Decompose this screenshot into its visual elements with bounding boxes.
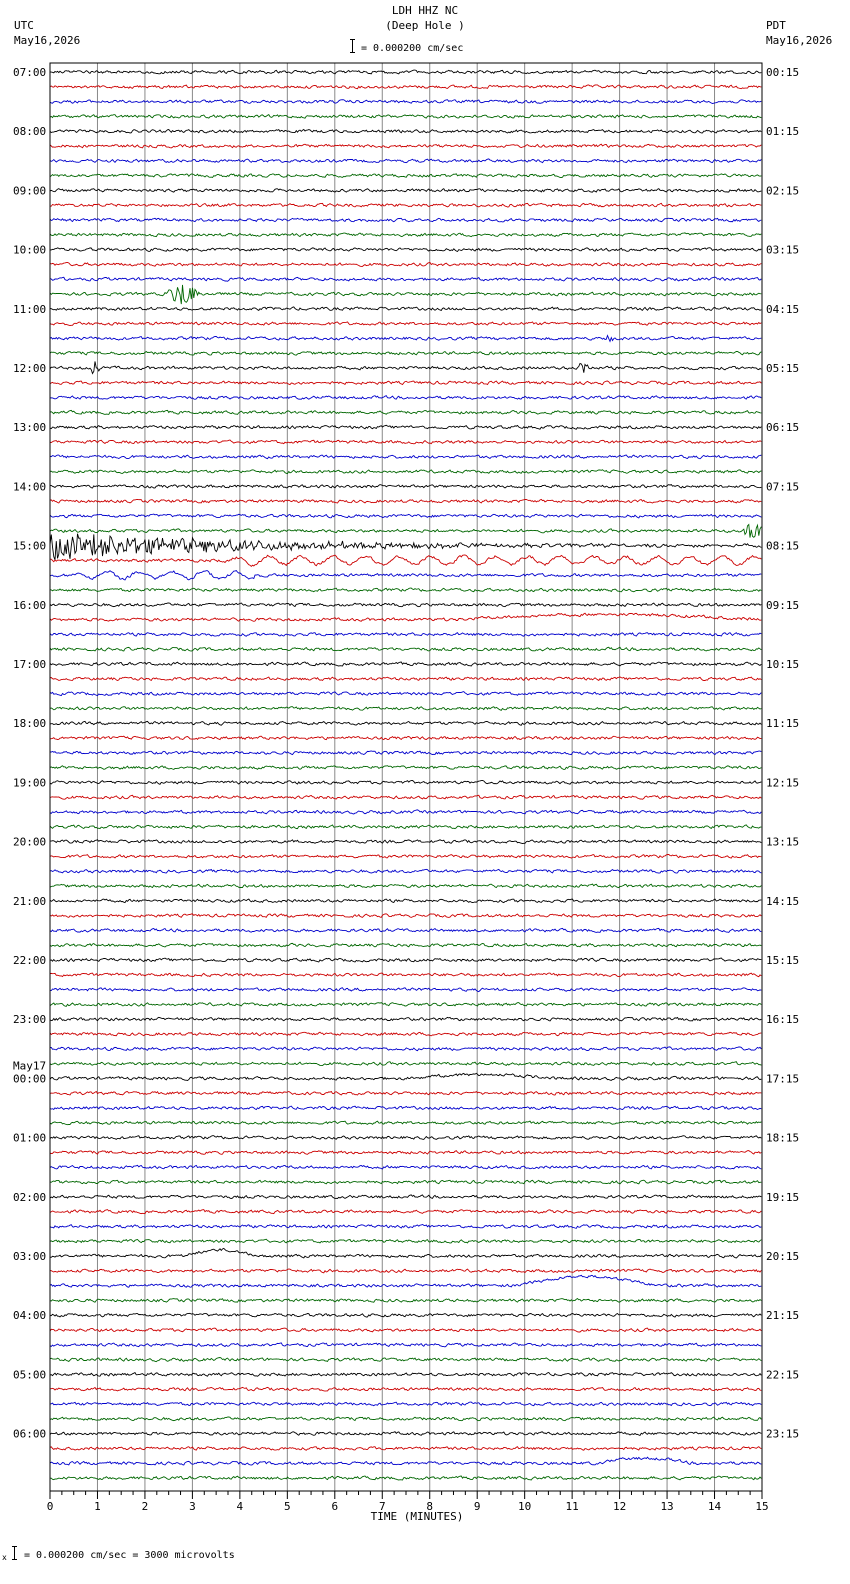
- trace-row: [50, 361, 761, 373]
- trace-row: [50, 1269, 761, 1273]
- pdt-hour-label: 15:15: [766, 954, 800, 967]
- trace-row: [50, 218, 761, 222]
- trace-row: [50, 1017, 761, 1021]
- utc-hour-label: 13:00: [13, 421, 47, 435]
- trace-row: [50, 1299, 761, 1303]
- trace-row: [50, 855, 761, 859]
- grid: [97, 63, 714, 1491]
- trace-row: [50, 336, 761, 342]
- trace-row: [50, 928, 761, 932]
- utc-hour-label: 07:00: [13, 66, 47, 79]
- trace-row: [50, 869, 761, 873]
- trace-row: [50, 1136, 761, 1140]
- trace-row: [50, 440, 761, 444]
- trace-row: [50, 203, 761, 207]
- trace-row: [50, 1032, 761, 1036]
- pdt-hour-label: 12:15: [766, 776, 800, 790]
- pdt-hour-label: 14:15: [766, 894, 800, 908]
- right-date: May16,2026: [766, 34, 833, 47]
- trace-row: [50, 1457, 761, 1465]
- trace-row: [50, 795, 761, 799]
- trace-row: [50, 1313, 761, 1317]
- utc-hour-label: 18:00: [13, 717, 47, 731]
- utc-hour-label: 06:00: [13, 1427, 47, 1441]
- pdt-hour-label: 07:15: [766, 480, 800, 494]
- pdt-hour-label: 02:15: [766, 184, 800, 198]
- traces: [50, 70, 761, 1480]
- trace-row: [50, 525, 761, 538]
- trace-row: [50, 958, 761, 962]
- trace-row: [50, 534, 761, 560]
- trace-row: [50, 1476, 761, 1480]
- trace-row: [50, 1180, 761, 1184]
- trace-row: [50, 248, 761, 252]
- footer-scale-text: = 0.000200 cm/sec = 3000 microvolts: [24, 1550, 235, 1561]
- utc-hour-label: 15:00: [13, 539, 47, 553]
- pdt-hour-label: 01:15: [766, 125, 800, 139]
- plot-frame: [50, 63, 762, 1491]
- trace-row: [50, 1151, 761, 1155]
- trace-row: [50, 721, 761, 725]
- trace-row: [50, 707, 761, 711]
- trace-row: [50, 174, 761, 178]
- station-title: LDH HHZ NC: [391, 4, 459, 17]
- left-date: May16,2026: [14, 34, 81, 47]
- trace-row: [50, 1165, 761, 1169]
- trace-row: [50, 1328, 761, 1332]
- x-tick-label: 7: [378, 1500, 386, 1513]
- trace-row: [50, 766, 761, 770]
- utc-hour-label: 16:00: [13, 598, 47, 612]
- x-tick-label: 6: [331, 1500, 339, 1513]
- utc-hour-label: 10:00: [13, 243, 47, 257]
- pdt-hour-label: 17:15: [766, 1072, 800, 1086]
- pdt-hour-label: 21:15: [766, 1309, 800, 1323]
- pdt-hour-label: 03:15: [766, 243, 800, 257]
- station-location: (Deep Hole ): [385, 19, 465, 32]
- pdt-hour-label: 23:15: [766, 1427, 800, 1441]
- x-tick-label: 1: [94, 1500, 101, 1513]
- trace-row: [50, 1275, 761, 1287]
- trace-row: [50, 233, 761, 237]
- pdt-hour-label: 22:15: [766, 1368, 800, 1382]
- utc-hour-label: 21:00: [13, 894, 47, 908]
- trace-row: [50, 307, 761, 311]
- x-tick-label: 13: [660, 1500, 674, 1513]
- trace-row: [50, 647, 761, 651]
- trace-row: [50, 884, 761, 888]
- utc-hour-label: 20:00: [13, 835, 47, 849]
- pdt-hour-label: 08:15: [766, 539, 800, 553]
- trace-row: [50, 396, 761, 400]
- trace-row: [50, 1447, 761, 1451]
- pdt-hour-label: 20:15: [766, 1250, 800, 1263]
- trace-row: [50, 144, 761, 148]
- pdt-hour-label: 19:15: [766, 1190, 800, 1204]
- trace-row: [50, 1343, 761, 1347]
- trace-row: [50, 115, 761, 119]
- utc-hour-label: 02:00: [13, 1190, 47, 1204]
- trace-row: [50, 410, 761, 414]
- trace-row: [50, 1239, 761, 1243]
- x-tick-label: 4: [236, 1500, 244, 1513]
- trace-row: [50, 1106, 761, 1110]
- utc-hour-label: 19:00: [13, 776, 47, 790]
- trace-row: [50, 1248, 761, 1258]
- trace-row: [50, 736, 761, 739]
- utc-hour-label: 01:00: [13, 1131, 47, 1145]
- x-tick-label: 9: [473, 1500, 481, 1513]
- pdt-hour-label: 11:15: [766, 717, 800, 731]
- utc-hour-label: 03:00: [13, 1250, 47, 1263]
- trace-row: [50, 1210, 761, 1214]
- trace-row: [50, 1432, 761, 1436]
- trace-row: [50, 189, 761, 193]
- trace-row: [50, 159, 761, 163]
- utc-hour-label: 08:00: [13, 125, 47, 139]
- x-tick-label: 14: [707, 1500, 722, 1513]
- utc-hour-label: 00:00: [13, 1072, 47, 1086]
- x-tick-label: 2: [141, 1500, 149, 1513]
- x-tick-label: 8: [426, 1500, 434, 1513]
- trace-row: [50, 571, 761, 580]
- trace-row: [50, 943, 761, 947]
- trace-row: [50, 85, 761, 89]
- utc-hour-label: 12:00: [13, 362, 47, 375]
- pdt-hour-label: 16:15: [766, 1013, 800, 1027]
- trace-row: [50, 899, 761, 903]
- trace-row: [50, 455, 761, 459]
- trace-row: [50, 1402, 761, 1406]
- trace-row: [50, 100, 761, 104]
- trace-row: [50, 840, 761, 844]
- trace-row: [50, 322, 761, 326]
- trace-row: [50, 351, 761, 355]
- trace-row: [50, 1091, 761, 1095]
- trace-row: [50, 425, 761, 429]
- trace-row: [50, 1047, 761, 1051]
- trace-row: [50, 1073, 761, 1080]
- utc-hour-label: 23:00: [13, 1013, 47, 1027]
- trace-row: [50, 1225, 761, 1229]
- trace-row: [50, 485, 761, 488]
- pdt-hour-label: 18:15: [766, 1131, 800, 1145]
- trace-row: [50, 662, 761, 666]
- trace-row: [50, 603, 761, 607]
- left-timezone: UTC: [14, 19, 34, 32]
- trace-row: [50, 751, 761, 755]
- trace-row: [50, 1121, 761, 1125]
- trace-row: [50, 277, 761, 281]
- trace-row: [50, 1003, 761, 1007]
- x-tick-label: 11: [565, 1500, 579, 1513]
- trace-row: [50, 677, 761, 681]
- trace-row: [50, 1373, 761, 1377]
- trace-row: [50, 1358, 761, 1362]
- utc-hour-label: 22:00: [13, 954, 47, 967]
- pdt-hour-label: 05:15: [766, 362, 800, 375]
- trace-row: [50, 613, 761, 621]
- utc-hour-label: 17:00: [13, 658, 47, 671]
- pdt-hour-label: 04:15: [766, 302, 800, 316]
- x-tick-label: 5: [284, 1500, 291, 1513]
- trace-row: [50, 514, 761, 518]
- pdt-hour-label: 13:15: [766, 835, 800, 849]
- trace-row: [50, 810, 761, 814]
- trace-row: [50, 825, 761, 829]
- x-tick-label: 10: [518, 1500, 532, 1513]
- trace-row: [50, 588, 761, 592]
- trace-row: [50, 781, 761, 785]
- utc-hour-label: 09:00: [13, 184, 47, 198]
- trace-row: [50, 1062, 761, 1066]
- trace-row: [50, 499, 761, 503]
- x-tick-label: 3: [189, 1500, 196, 1513]
- x-axis-label: TIME (MINUTES): [370, 1510, 464, 1523]
- trace-row: [50, 973, 761, 977]
- trace-row: [50, 1417, 761, 1421]
- x-tick-label: 12: [612, 1500, 627, 1513]
- footer-scale-bar-icon: [14, 1546, 15, 1560]
- trace-row: [50, 285, 761, 304]
- trace-row: [50, 1387, 761, 1391]
- utc-hour-label: 05:00: [13, 1368, 47, 1382]
- trace-row: [50, 1195, 761, 1199]
- trace-row: [50, 263, 761, 267]
- pdt-hour-label: 06:15: [766, 421, 800, 435]
- x-tick-label: 15: [755, 1500, 769, 1513]
- utc-hour-label: 04:00: [13, 1309, 47, 1323]
- trace-row: [50, 692, 761, 696]
- trace-row: [50, 988, 761, 992]
- pdt-hour-label: 00:15: [766, 66, 800, 79]
- date-change-label: May17: [13, 1059, 47, 1073]
- trace-row: [50, 555, 761, 566]
- trace-row: [50, 130, 761, 134]
- trace-row: [50, 633, 761, 637]
- x-tick-label: 0: [46, 1500, 54, 1513]
- scale-text: = 0.000200 cm/sec: [361, 43, 464, 54]
- trace-row: [50, 381, 761, 385]
- trace-row: [50, 70, 761, 74]
- footer-prefix: x: [2, 1553, 7, 1562]
- right-timezone: PDT: [766, 19, 786, 32]
- utc-hour-label: 14:00: [13, 480, 47, 494]
- trace-row: [50, 914, 761, 918]
- pdt-hour-label: 10:15: [766, 658, 800, 671]
- trace-row: [50, 470, 761, 474]
- utc-hour-label: 11:00: [13, 302, 47, 316]
- pdt-hour-label: 09:15: [766, 598, 800, 612]
